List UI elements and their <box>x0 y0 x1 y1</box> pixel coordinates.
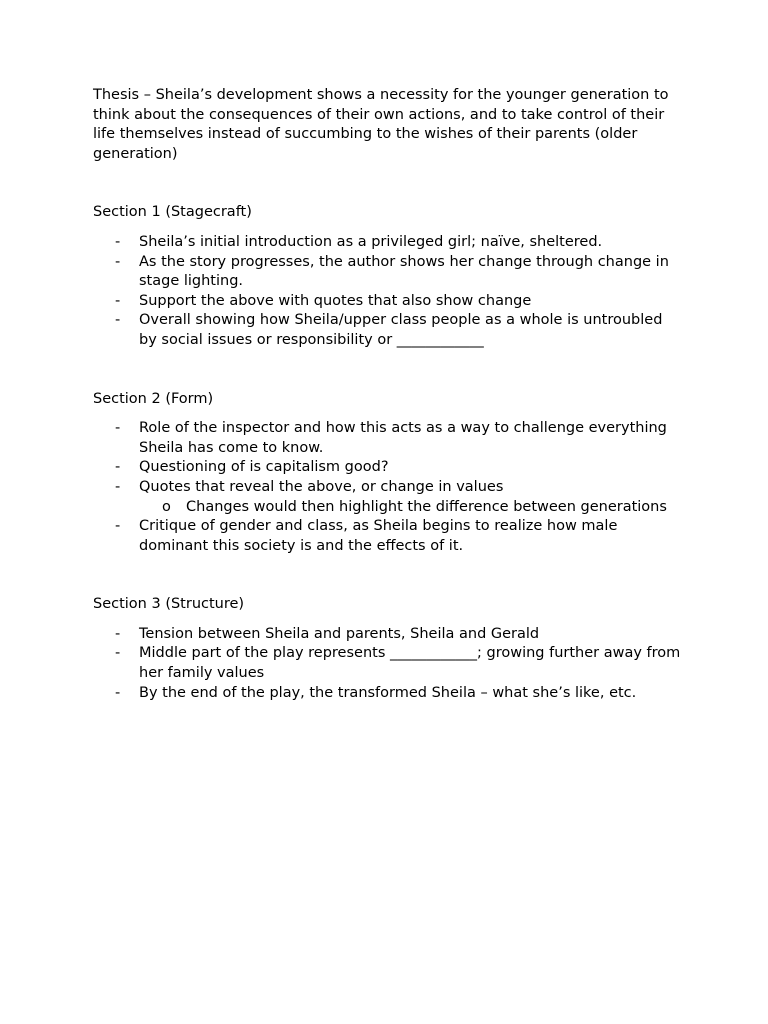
list-item: - Critique of gender and class, as Sheila begins to realize how male dominant this society is and the effects of it. <box>115 518 618 554</box>
section-heading: Section 2 (Form) <box>93 390 214 407</box>
section-1 <box>93 203 683 350</box>
dash-marker: - <box>115 312 121 329</box>
section-2 <box>93 390 683 557</box>
document-page <box>93 86 683 703</box>
list-item: - Tension between Sheila and parents, Sheila and Gerald <box>93 625 683 645</box>
list-item: - Support the above with quotes that also show change <box>93 292 683 312</box>
list-item: - Sheila’s initial introduction as a privileged girl; naïve, sheltered. <box>93 233 683 253</box>
section-heading: Section 1 (Stagecraft) <box>93 204 252 221</box>
dash-marker: - <box>115 233 121 250</box>
section-heading: Section 3 (Structure) <box>93 596 245 613</box>
dash-marker: - <box>115 684 121 701</box>
sub-list <box>139 498 683 518</box>
dash-marker: - <box>115 625 121 642</box>
list-item: - By the end of the play, the transformed Sheila – what she’s like, etc. <box>93 684 683 704</box>
list-item: - Quotes that reveal the above, or change in values o Changes would then highlight the difference between generations <box>93 478 683 517</box>
list-item: - As the story progresses, the author shows her change through change in stage lighting. <box>115 253 669 290</box>
bullet-list <box>93 419 683 556</box>
list-item: - Questioning of is capitalism good? <box>93 458 683 478</box>
thesis-paragraph: Thesis – Sheila’s development shows a necessity for the younger generation to think about the consequences of their own actions, and to take control of their life themselves instead of succumbing to the wishes of their parents (older generation) <box>93 87 669 162</box>
list-item: - Role of the inspector and how this acts as a way to challenge everything Sheila has come to know. <box>115 420 667 456</box>
dash-marker: - <box>115 478 121 495</box>
circle-marker: o <box>162 498 171 515</box>
dash-marker: - <box>115 292 121 309</box>
list-item: - Middle part of the play represents ____________; growing further away from her family values <box>115 645 681 682</box>
dash-marker: - <box>115 518 121 535</box>
bullet-list <box>93 233 683 351</box>
dash-marker: - <box>115 253 121 270</box>
dash-marker: - <box>115 645 121 662</box>
dash-marker: - <box>115 459 121 476</box>
section-3 <box>93 595 683 703</box>
bullet-list <box>93 625 683 703</box>
dash-marker: - <box>115 420 121 437</box>
sub-list-item: o Changes would then highlight the difference between generations <box>139 498 683 518</box>
list-item: - Overall showing how Sheila/upper class people as a whole is untroubled by social issues or responsibility or ____________ <box>115 312 663 348</box>
